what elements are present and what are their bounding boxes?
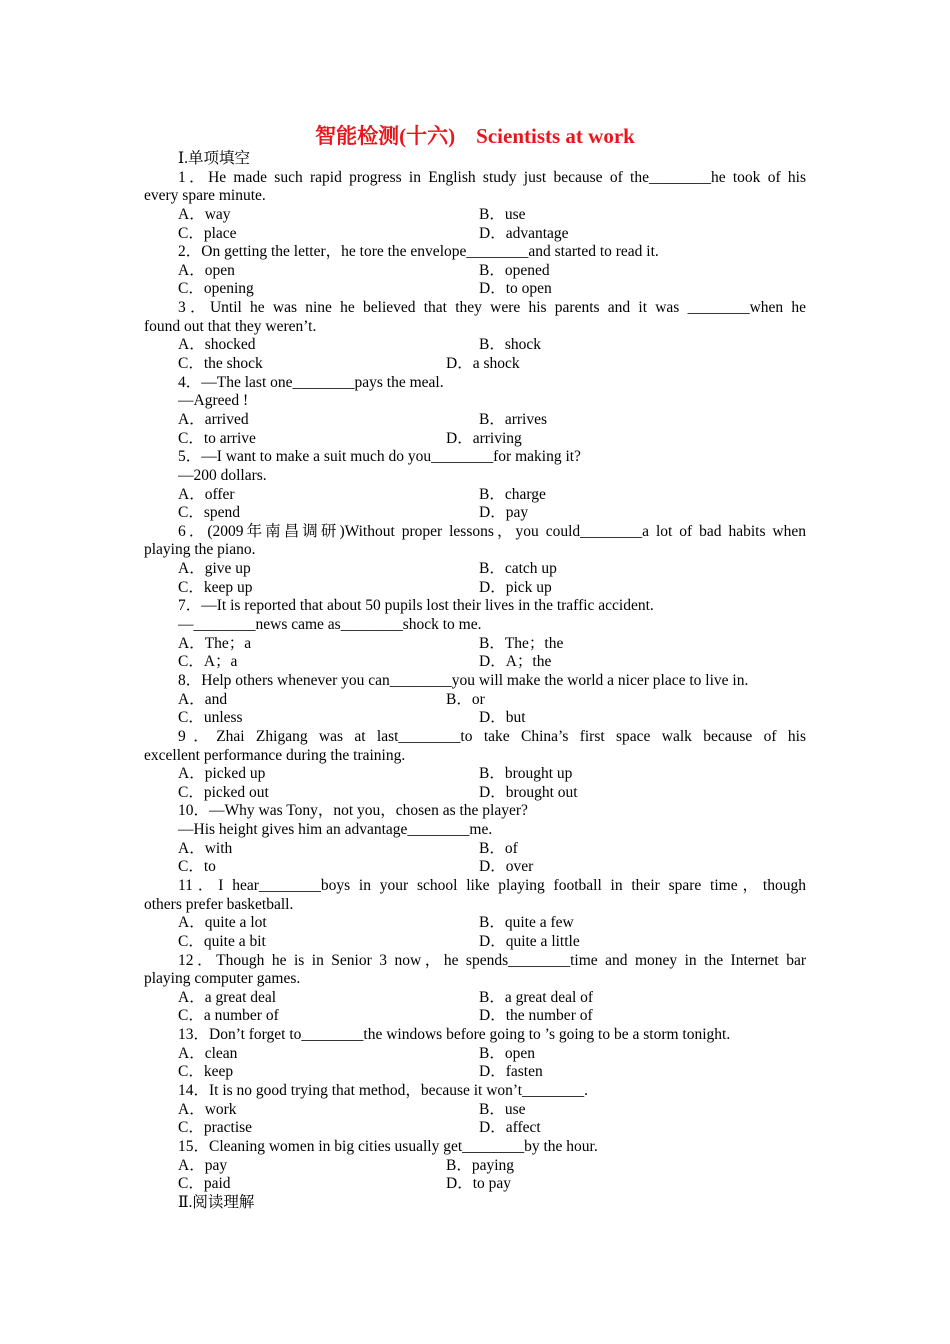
answer-option[interactable]: B．The；the xyxy=(479,634,564,652)
question-stem: 13．Don’t forget to________the windows before going to ’s going to be a storm tonight. xyxy=(178,1026,731,1044)
option-row xyxy=(144,1157,806,1176)
option-row xyxy=(144,560,806,579)
question-stem-continued: —________news came as________shock to me. xyxy=(178,616,482,634)
question-stem: 7．—It is reported that about 50 pupils lost their lives in the traffic accident. xyxy=(178,597,654,615)
answer-option[interactable]: A．with xyxy=(178,839,233,857)
question-14 xyxy=(144,1082,806,1138)
question-12 xyxy=(144,952,806,1027)
question-3 xyxy=(144,299,806,374)
question-stem: 6．(2009年南昌调研)Without proper lessons，you could________a lot of bad habits when xyxy=(178,522,806,540)
answer-option[interactable]: A．offer xyxy=(178,485,235,503)
answer-option[interactable]: B．open xyxy=(479,1044,535,1062)
option-row xyxy=(144,765,806,784)
question-11 xyxy=(144,877,806,952)
option-row xyxy=(144,691,806,710)
option-row xyxy=(144,989,806,1008)
question-stem-continued: playing computer games. xyxy=(144,970,301,988)
answer-option[interactable]: B．of xyxy=(479,839,518,857)
question-13 xyxy=(144,1026,806,1082)
answer-option[interactable]: D．to open xyxy=(479,280,552,298)
question-stem-continued: found out that they weren’t. xyxy=(144,317,317,335)
answer-option[interactable]: C．quite a bit xyxy=(178,932,266,950)
answer-option[interactable]: B．brought up xyxy=(479,765,573,783)
option-row xyxy=(144,1007,806,1026)
question-7 xyxy=(144,597,806,672)
answer-option[interactable]: B．use xyxy=(479,1100,526,1118)
answer-option[interactable]: A．shocked xyxy=(178,336,256,354)
option-row xyxy=(144,355,806,374)
question-list xyxy=(144,169,806,1194)
option-row xyxy=(144,280,806,299)
question-stem-continued: every spare minute. xyxy=(144,187,266,205)
section-heading-single-choice: Ⅰ.单项填空 xyxy=(178,150,250,167)
option-row xyxy=(144,1045,806,1064)
question-stem-continued: —His height gives him an advantage________me. xyxy=(178,821,493,839)
answer-option[interactable]: A．arrived xyxy=(178,410,249,428)
answer-option[interactable]: C．opening xyxy=(178,280,254,298)
question-stem-continued: —200 dollars. xyxy=(178,466,267,484)
answer-option[interactable]: C．picked out xyxy=(178,783,269,801)
question-6 xyxy=(144,523,806,598)
answer-option[interactable]: D．pick up xyxy=(479,578,552,596)
option-row xyxy=(144,225,806,244)
option-row xyxy=(144,411,806,430)
answer-option[interactable]: D．brought out xyxy=(479,783,578,801)
answer-option[interactable]: B．shock xyxy=(479,336,542,354)
answer-option[interactable]: C．keep up xyxy=(178,578,253,596)
answer-option[interactable]: D．fasten xyxy=(479,1063,543,1081)
option-row xyxy=(144,336,806,355)
question-5 xyxy=(144,448,806,523)
question-1 xyxy=(144,169,806,244)
answer-option[interactable]: D．pay xyxy=(479,504,529,522)
answer-option[interactable]: A．a great deal xyxy=(178,988,277,1006)
answer-option[interactable]: C．paid xyxy=(178,1175,231,1193)
option-row xyxy=(144,1063,806,1082)
answer-option[interactable]: C．A；a xyxy=(178,653,238,671)
question-stem-continued: excellent performance during the training. xyxy=(144,746,406,764)
answer-option[interactable]: C．a number of xyxy=(178,1007,279,1025)
question-2 xyxy=(144,243,806,299)
option-row xyxy=(144,709,806,728)
answer-option[interactable]: D．over xyxy=(479,858,534,876)
answer-option[interactable]: B．a great deal of xyxy=(479,988,594,1006)
question-15 xyxy=(144,1138,806,1194)
answer-option[interactable]: D．advantage xyxy=(479,224,569,242)
answer-option[interactable]: A．clean xyxy=(178,1044,238,1062)
option-row xyxy=(144,579,806,598)
question-stem: 9．Zhai Zhigang was at last________to take China’s first space walk because of his xyxy=(178,727,806,745)
question-stem: 10．—Why was Tony，not you，chosen as the player? xyxy=(178,802,528,820)
question-10 xyxy=(144,802,806,877)
option-row xyxy=(144,635,806,654)
answer-option[interactable]: C．place xyxy=(178,224,237,242)
question-stem: 8．Help others whenever you can________you will make the world a nicer place to live in. xyxy=(178,671,749,689)
option-row xyxy=(144,262,806,281)
section-heading-reading: Ⅱ.阅读理解 xyxy=(178,1193,255,1211)
option-row xyxy=(144,430,806,449)
answer-option[interactable]: A．give up xyxy=(178,560,251,578)
answer-option[interactable]: A．open xyxy=(178,261,235,279)
answer-option[interactable]: D．quite a little xyxy=(479,932,580,950)
option-row xyxy=(144,933,806,952)
question-stem: 5．—I want to make a suit much do you________for making it? xyxy=(178,448,581,466)
answer-option[interactable]: A．The；a xyxy=(178,634,252,652)
question-stem: 4．—The last one________pays the meal. xyxy=(178,373,444,391)
option-row xyxy=(144,486,806,505)
question-stem: 2．On getting the letter，he tore the envelope________and started to read it. xyxy=(178,243,659,261)
answer-option[interactable]: B．quite a few xyxy=(479,914,574,932)
option-row xyxy=(144,1175,806,1194)
option-row xyxy=(144,914,806,933)
answer-option[interactable]: C．spend xyxy=(178,504,241,522)
document-body xyxy=(144,122,806,1213)
answer-option[interactable]: D．A；the xyxy=(479,653,552,671)
answer-option[interactable]: D．arriving xyxy=(446,429,522,447)
option-row xyxy=(144,206,806,225)
option-row xyxy=(144,653,806,672)
answer-option[interactable]: B．catch up xyxy=(479,560,557,578)
question-stem: 15．Cleaning women in big cities usually get________by the hour. xyxy=(178,1137,598,1155)
question-stem-continued: —Agreed ! xyxy=(178,392,249,410)
question-9 xyxy=(144,728,806,803)
answer-option[interactable]: C．to xyxy=(178,858,216,876)
option-row xyxy=(144,1101,806,1120)
question-stem: 12．Though he is in Senior 3 now，he spends________time and money in the Internet bar xyxy=(178,951,806,969)
answer-option[interactable]: A．and xyxy=(178,690,228,708)
answer-option[interactable]: B．use xyxy=(479,205,526,223)
option-row xyxy=(144,504,806,523)
answer-option[interactable]: D．but xyxy=(479,709,526,727)
answer-option[interactable]: C．to arrive xyxy=(178,429,256,447)
question-stem: 11．I hear________boys in your school like playing football in their spare time，though xyxy=(178,876,806,894)
question-stem: 1．He made such rapid progress in English study just because of the________he took of his xyxy=(178,168,806,186)
answer-option[interactable]: D．the number of xyxy=(479,1007,593,1025)
answer-option[interactable]: D．affect xyxy=(479,1119,541,1137)
answer-option[interactable]: A．picked up xyxy=(178,765,266,783)
answer-option[interactable]: C．unless xyxy=(178,709,243,727)
answer-option[interactable]: C．the shock xyxy=(178,355,263,373)
answer-option[interactable]: A．work xyxy=(178,1100,237,1118)
question-4 xyxy=(144,374,806,449)
answer-option[interactable]: B．charge xyxy=(479,485,546,503)
answer-option[interactable]: D．to pay xyxy=(446,1175,512,1193)
answer-option[interactable]: C．keep xyxy=(178,1063,234,1081)
answer-option[interactable]: D．a shock xyxy=(446,355,520,373)
answer-option[interactable]: B．arrives xyxy=(479,410,548,428)
answer-option[interactable]: A．way xyxy=(178,205,231,223)
answer-option[interactable]: B．opened xyxy=(479,261,550,279)
answer-option[interactable]: A．quite a lot xyxy=(178,914,267,932)
page-title: 智能检测(十六) Scientists at work xyxy=(315,124,635,148)
answer-option[interactable]: B．paying xyxy=(446,1156,515,1174)
option-row xyxy=(144,1119,806,1138)
option-row xyxy=(144,858,806,877)
question-stem: 3．Until he was nine he believed that they were his parents and it was ________when he xyxy=(178,299,806,317)
option-row xyxy=(144,784,806,803)
answer-option[interactable]: B．or xyxy=(446,690,485,708)
question-8 xyxy=(144,672,806,728)
answer-option[interactable]: A．pay xyxy=(178,1156,228,1174)
answer-option[interactable]: C．practise xyxy=(178,1119,253,1137)
question-stem: 14．It is no good trying that method，because it won’t________. xyxy=(178,1082,588,1100)
option-row xyxy=(144,840,806,859)
question-stem-continued: playing the piano. xyxy=(144,541,256,559)
question-stem-continued: others prefer basketball. xyxy=(144,895,294,913)
